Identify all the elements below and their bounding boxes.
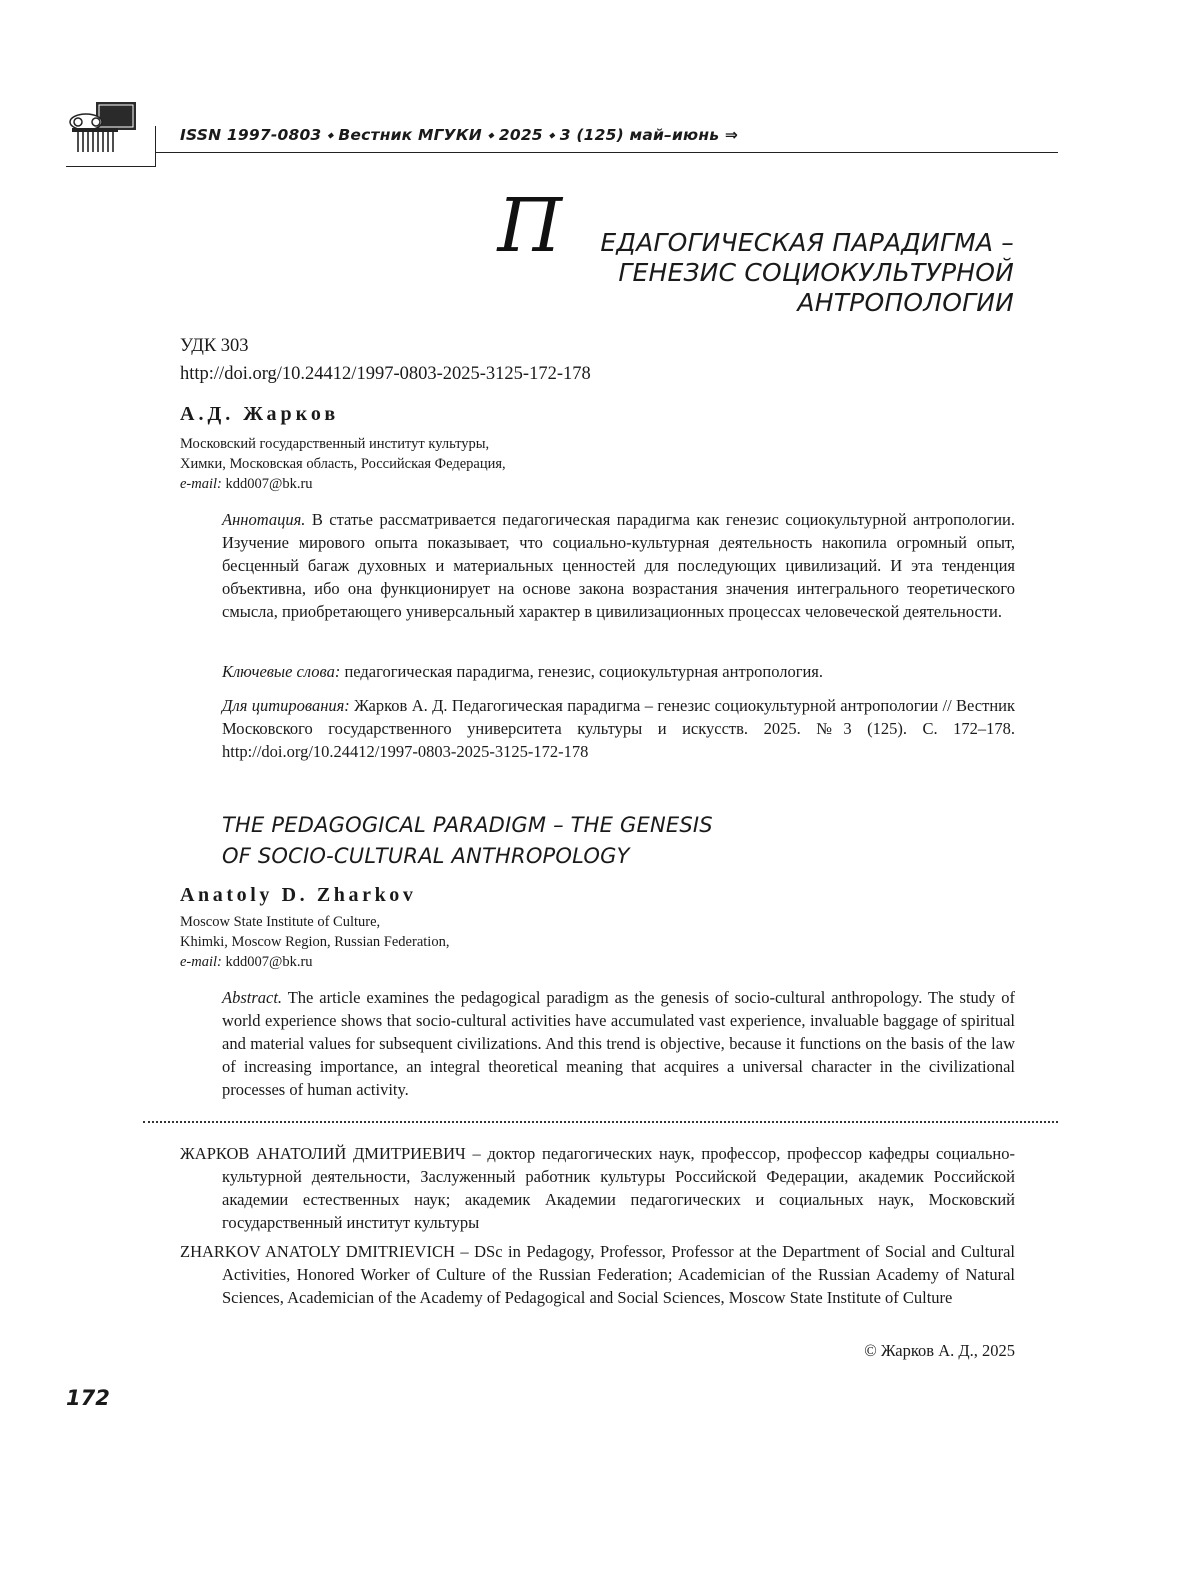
author-bio-en-text: ZHARKOV ANATOLY DMITRIEVICH – DSc in Pedagogy, Professor, Professor at the Department of Social and Cultural Activities, Honored Worker of Culture of the Russian Federation; Academician of the Russian Academy of Natural Sciences, Academician of the Academy of Pedagogical and Social Sciences, Moscow State Institute of Culture — [180, 1242, 1015, 1307]
affiliation-ru — [180, 434, 506, 494]
email-ru — [180, 474, 506, 494]
header-divider-vertical — [155, 126, 156, 166]
keywords-ru-text: педагогическая парадигма, генезис, социокультурная антропология. — [344, 662, 824, 681]
email-label-en: e-mail: — [180, 954, 222, 970]
email-address-ru[interactable]: kdd007@bk.ru — [225, 476, 313, 492]
author-bio-ru — [180, 1142, 1015, 1234]
header-divider — [155, 152, 1058, 153]
article-title — [497, 183, 1014, 318]
affiliation-en-line-1: Moscow State Institute of Culture, — [180, 914, 381, 930]
email-label-ru: e-mail: — [180, 476, 222, 492]
doi-link[interactable]: http://doi.org/10.24412/1997-0803-2025-3125-172-178 — [180, 364, 591, 384]
citation-ru — [222, 694, 1015, 763]
author-name-ru: А.Д. Жарков — [180, 403, 340, 425]
abstract-ru-text: В статье рассматривается педагогическая парадигма как генезис социокультурной антропологии. Изучение мирового опыта показывает, что социально-культурная деятельность накопила огромный опыт, бесценный багаж духовных и материальных ценностей для последующих цивилизаций. И эта тенденция объективна, ибо она функционирует на основе закона возрастания значения интегрального теоретического смысла, приобретающего универсальный характер в цивилизационных процессах человеческой деятельности. — [222, 510, 1016, 621]
title-line-2: ГЕНЕЗИС СОЦИОКУЛЬТУРНОЙ — [618, 258, 1014, 287]
affiliation-en — [180, 912, 449, 972]
title-drop-cap: П — [497, 183, 562, 269]
email-en — [180, 952, 449, 972]
author-bio-ru-text: ЖАРКОВ АНАТОЛИЙ ДМИТРИЕВИЧ – доктор педагогических наук, профессор, профессор кафедры социально-культурной деятельности, Заслуженный работник культуры Российской Федерации, академик Российской академии естественных наук; академик Академии педагогических и социальных наук, Московский государственный институт культуры — [180, 1144, 1015, 1232]
copyright: © Жарков А. Д., 2025 — [864, 1341, 1015, 1360]
affiliation-ru-line-1: Московский государственный институт культуры, — [180, 436, 490, 452]
affiliation-en-line-2: Khimki, Moscow Region, Russian Federation, — [180, 934, 450, 950]
header-divider-logo — [66, 166, 156, 167]
udk-code: УДК 303 — [180, 336, 249, 356]
email-address-en[interactable]: kdd007@bk.ru — [225, 954, 313, 970]
author-name-en: Anatoly D. Zharkov — [180, 884, 417, 906]
abstract-ru — [222, 508, 1015, 623]
title-en-line-1: THE PEDAGOGICAL PARADIGM – THE GENESIS — [222, 813, 713, 837]
author-bio-en — [180, 1240, 1015, 1309]
title-line-1: ЕДАГОГИЧЕСКАЯ ПАРАДИГМА – — [600, 228, 1014, 257]
title-en-line-2: OF SOCIO-CULTURAL ANTHROPOLOGY — [222, 844, 630, 868]
journal-logo-icon — [66, 102, 136, 154]
page-number: 172 — [66, 1386, 110, 1410]
running-head: ISSN 1997-0803 ⬩ Вестник МГУКИ ⬩ 2025 ⬩ 3 (125) май–июнь ⇒ — [180, 126, 739, 144]
abstract-en — [222, 986, 1015, 1101]
citation-ru-text: Жарков А. Д. Педагогическая парадигма – генезис социокультурной антропологии // Вестник Московского государственного университета культуры и искусств. 2025. №3 (125). С. 172–178. http://doi.org/10.24412/1997-0803-2025-3125-172-178 — [222, 696, 1015, 761]
keywords-ru-label: Ключевые слова: — [222, 662, 341, 681]
article-title-en — [222, 810, 713, 872]
keywords-ru — [222, 660, 1015, 683]
footnote-separator — [143, 1121, 1058, 1123]
title-line-3: АНТРОПОЛОГИИ — [797, 288, 1014, 317]
abstract-en-text: The article examines the pedagogical paradigm as the genesis of socio-cultural anthropology. The study of world experience shows that socio-cultural activities have accumulated vast experience, invaluable baggage of spiritual and material values for subsequent civilizations. And this trend is objective, because it functions on the basis of the law of increasing importance, an integral theoretical meaning that acquires a universal character in the civilizational processes of human activity. — [222, 988, 1015, 1099]
citation-ru-label: Для цитирования: — [222, 696, 350, 715]
abstract-ru-label: Аннотация. — [222, 510, 306, 529]
affiliation-ru-line-2: Химки, Московская область, Российская Федерация, — [180, 456, 506, 472]
abstract-en-label: Abstract. — [222, 988, 283, 1007]
